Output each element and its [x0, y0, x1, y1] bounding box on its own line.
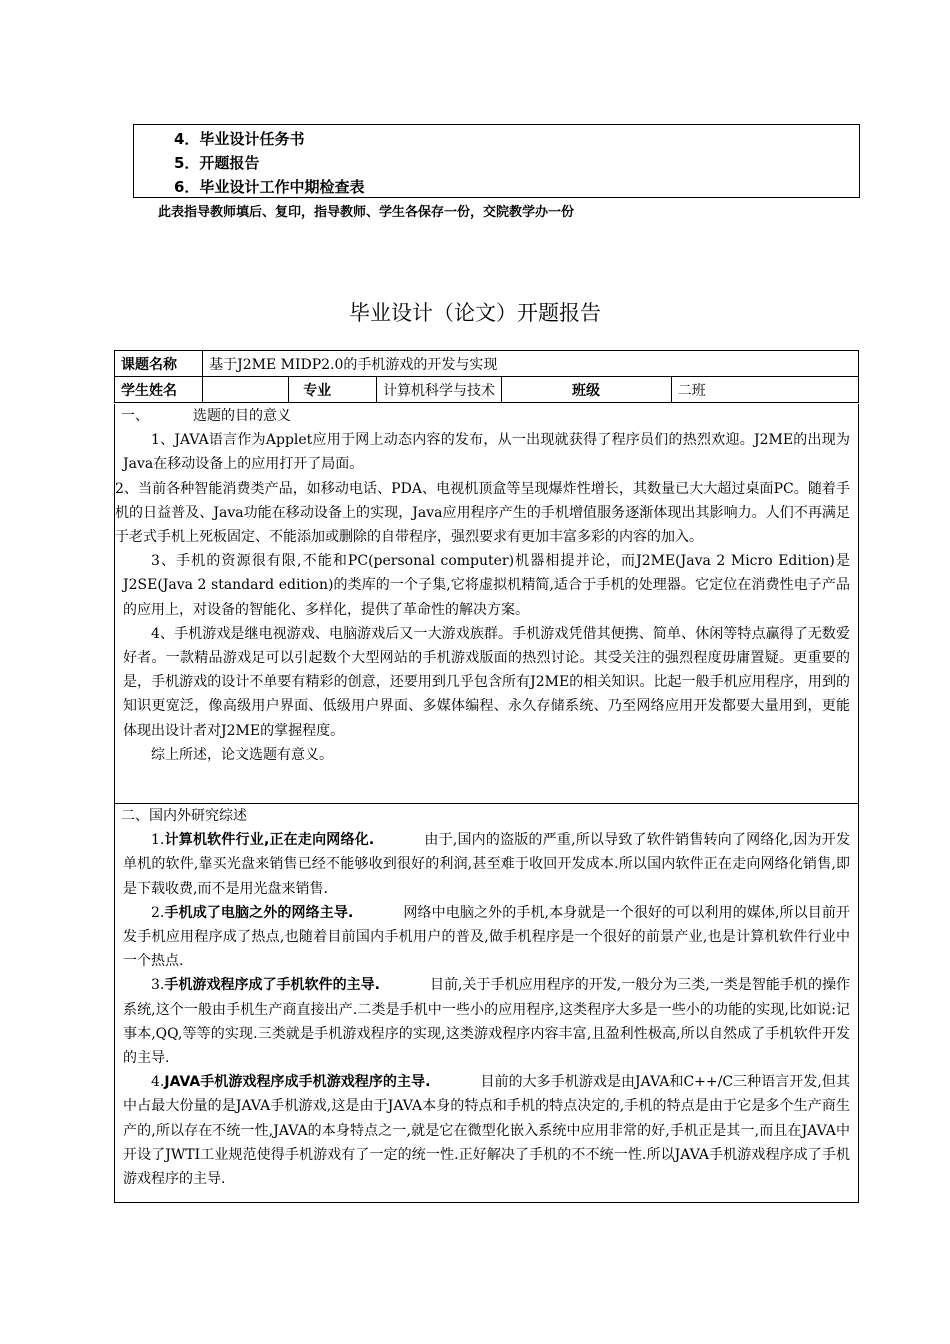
review-item-title: 计算机软件行业,正在走向网络化. [164, 832, 375, 849]
paragraph: 2、当前各种智能消费类产品，如移动电话、PDA、电视机顶盒等呈现爆炸性增长，其数量已大大超过桌面PC。随着手机的日益普及、Java功能在移动设备上的实现，Java应用程序产生的手机增值服务逐渐体现出其影响力。人们不再满足于老式手机上死板固定、不能添加或删除的自带程序，强烈要求有更加丰富多彩的内容的加入。 [115, 480, 850, 546]
info-table [114, 350, 859, 403]
major-value: 计算机科学与技术 [377, 377, 502, 403]
footnote: 此表指导教师填后、复印，指导教师、学生各保存一份，交院教学办一份 [158, 205, 575, 220]
paragraph: 1、JAVA语言作为Applet应用于网上动态内容的发布，从一出现就获得了程序员们的热烈欢迎。J2ME的出现为Java在移动设备上的应用打开了局面。 [123, 432, 850, 473]
major-label: 专业 [289, 377, 377, 403]
topic-value: 基于J2ME MIDP2.0的手机游戏的开发与实现 [203, 351, 859, 377]
class-value: 二班 [671, 377, 858, 403]
report-title: 毕业设计（论文）开题报告 [349, 301, 601, 325]
review-item-title: 手机游戏程序成了手机软件的主导. [164, 977, 380, 994]
review-item-title: 手机成了电脑之外的网络主导. [164, 904, 354, 921]
appendix-item: 4．毕业设计任务书 [174, 130, 305, 148]
student-name-value [203, 377, 289, 403]
appendix-item: 6．毕业设计工作中期检查表 [174, 178, 365, 196]
paragraph: 4、手机游戏是继电视游戏、电脑游戏后又一大游戏族群。手机游戏凭借其便携、简单、休闲等特点赢得了无数爱好者。一款精品游戏足可以引起数个大型网站的手机游戏版面的热烈讨论。其受关注的强烈程度毋庸置疑。更重要的是，手机游戏的设计不单要有精彩的创意，还要用到几乎包含所有J2ME的相关知识。比起一般手机应用程序，用到的知识更宽泛，像高级用户界面、低级用户界面、多媒体编程、永久存储系统、乃至网络应用开发都要大量用到，更能体现出设计者对J2ME的掌握程度。 [123, 625, 850, 739]
paragraph: 3、手机的资源很有限,不能和PC(personal computer)机器相提并论，而J2ME(Java 2 Micro Edition)是J2SE(Java 2 standard edition)的类库的一个子集,它将虚拟机精简,适合于手机的处理器。它定位在消费性电子产品的应用上，对设备的智能化、多样化，提供了革命性的解决方案。 [123, 553, 850, 618]
review-item: 3.手机游戏程序成了手机软件的主导. 目前,关于手机应用程序的开发,一般分为三类,一类是智能手机的操作系统,这个一般由手机生产商直接出产.二类是手机中一些小的应用程序,这类程序大多是一些小的功能的实现,比如说:记事本,QQ,等等的实现.三类就是手机游戏程序的实现,这类游戏程序内容丰富,且盈利性极高,所以自然成了手机软件开发的主导. [123, 977, 850, 1067]
section-heading: 选题的目的意义 [193, 408, 291, 424]
appendix-list-box [133, 124, 860, 198]
section-purpose [114, 404, 859, 804]
student-name-label: 学生姓名 [115, 377, 203, 403]
appendix-item: 5．开题报告 [174, 154, 260, 172]
review-item-title: JAVA手机游戏程序成手机游戏程序的主导. [164, 1074, 431, 1091]
review-item: 1.计算机软件行业,正在走向网络化. 由于,国内的盗版的严重,所以导致了软件销售转向了网络化,因为开发单机的软件,靠买光盘来销售已经不能够收到很好的利润,甚至难于收回开发成本.所以国内软件正在走向网络化销售,即是下载收费,而不是用光盘来销售. [123, 832, 850, 897]
section-heading: 二、国内外研究综述 [121, 808, 247, 824]
class-label: 班级 [502, 377, 672, 403]
section-literature-review [114, 804, 859, 1203]
review-item: 4.JAVA手机游戏程序成手机游戏程序的主导. 目前的大多手机游戏是由JAVA和C++/C三种语言开发,但其中占最大份量的是JAVA手机游戏,这是由于JAVA本身的特点和手机的特点决定的,手机的特点是由于它是多个生产商生产的,所以存在不统一性,JAVA的本身特点之一,就是它在微型化嵌入系统中应用非常的好,手机正是其一,而且在JAVA中开设了JWTI工业规范使得手机游戏有了一定的统一性.正好解决了手机的不不统一性.所以JAVA手机游戏程序成了手机游戏程序的主导. [123, 1074, 850, 1188]
paragraph: 综上所述，论文选题有意义。 [151, 746, 333, 763]
section-number: 一、 [121, 408, 149, 424]
topic-label: 课题名称 [115, 351, 203, 377]
review-item: 2.手机成了电脑之外的网络主导. 网络中电脑之外的手机,本身就是一个很好的可以利用的媒体,所以目前开发手机应用程序成了热点,也随着目前国内手机用户的普及,做手机程序是一个很好的前景产业,也是计算机软件行业中一个热点. [123, 904, 850, 970]
